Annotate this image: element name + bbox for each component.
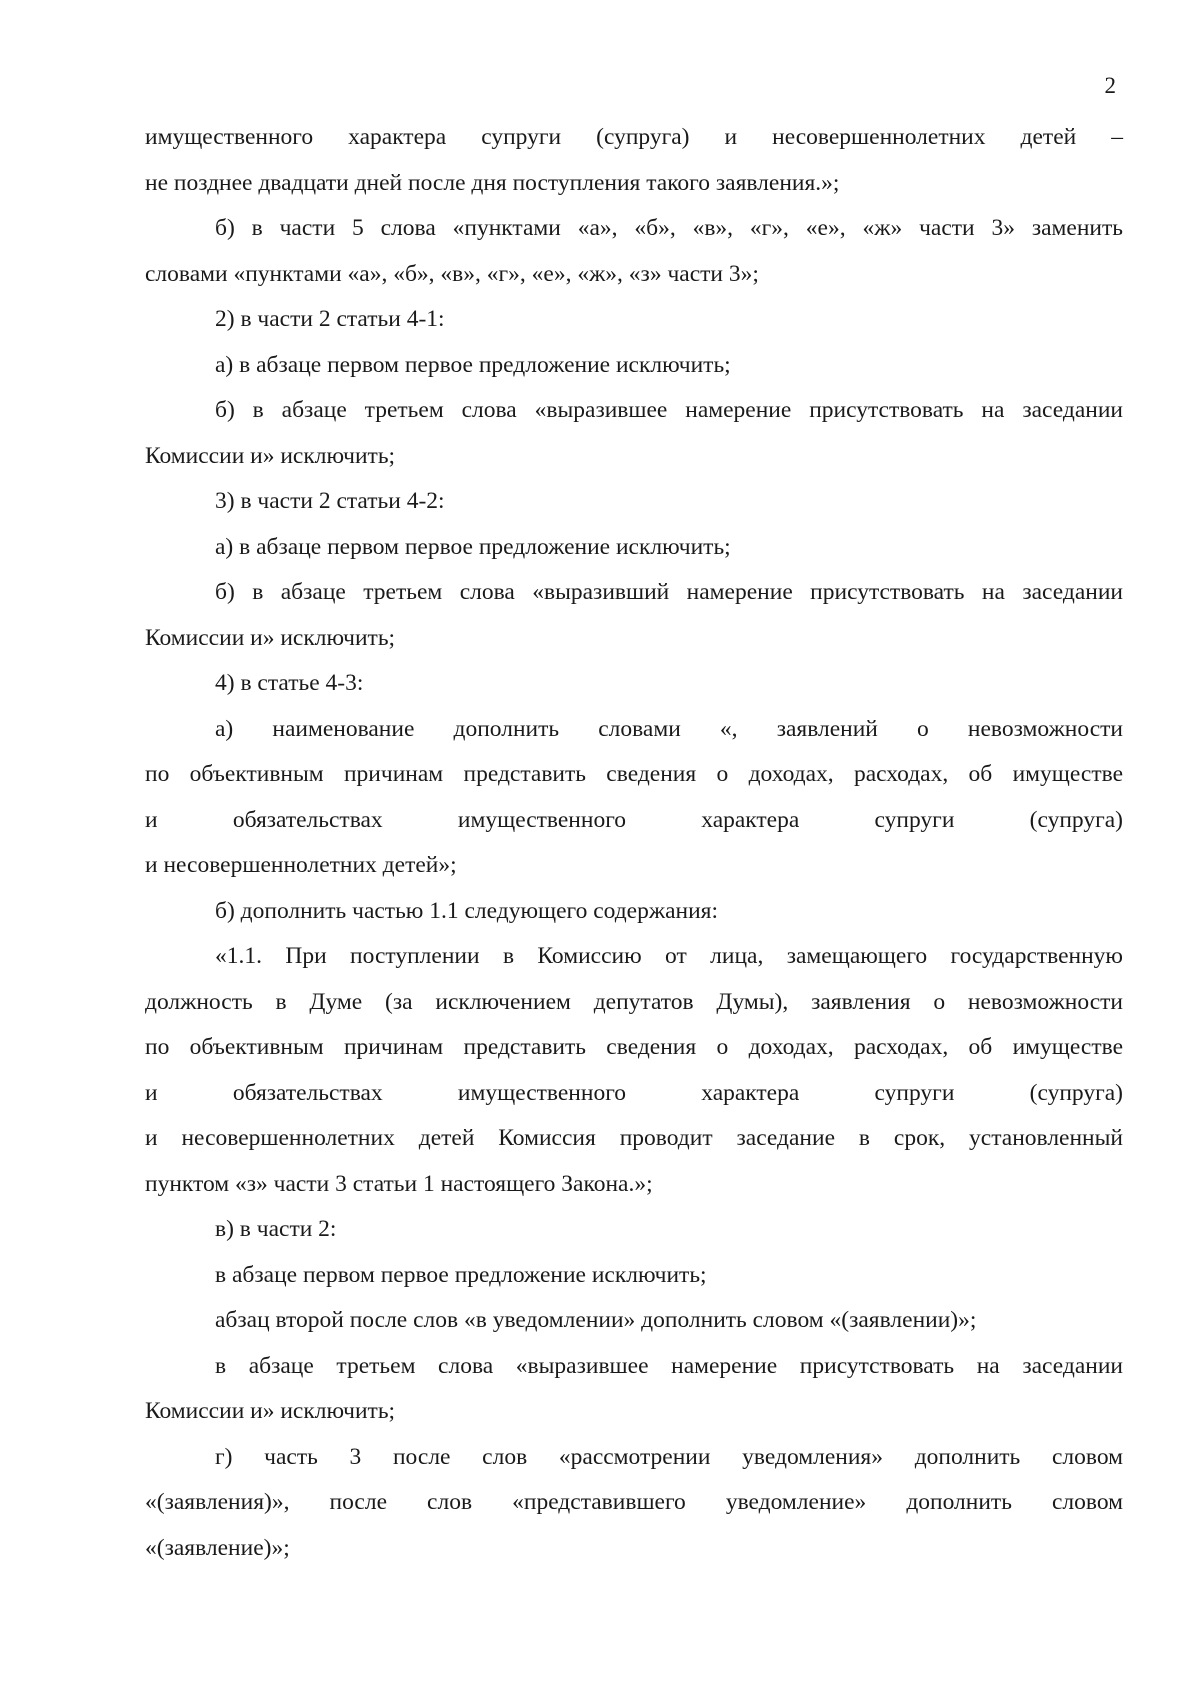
text-line: словами «пунктами «а», «б», «в», «г», «е», «ж», «з» части 3»; xyxy=(145,260,759,287)
text-line: б) в абзаце третьем слова «выразивший намерение присутствовать на заседании xyxy=(215,579,1123,605)
text-line: по объективным причинам представить сведения о доходах, расходах, об имуществе xyxy=(145,1034,1123,1060)
text-line: абзац второй после слов «в уведомлении» дополнить словом «(заявлении)»; xyxy=(215,1307,977,1333)
text-line: г) часть 3 после слов «рассмотрении уведомления» дополнить словом xyxy=(215,1443,1123,1470)
text-line: в абзаце третьем слова «выразившее намерение присутствовать на заседании xyxy=(215,1352,1123,1379)
text-line: Комиссии и» исключить; xyxy=(145,1398,396,1424)
text-line: б) в абзаце третьем слова «выразившее намерение присутствовать на заседании xyxy=(215,397,1123,423)
text-line: 2) в части 2 статьи 4-1: xyxy=(215,306,445,332)
page-number: 2 xyxy=(1104,73,1116,98)
text-line: б) дополнить частью 1.1 следующего содержания: xyxy=(215,897,719,924)
text-line: 4) в статье 4-3: xyxy=(215,670,364,696)
text-line: пунктом «з» части 3 статьи 1 настоящего Закона.»; xyxy=(145,1170,653,1197)
text-line: должность в Думе (за исключением депутатов Думы), заявления о невозможности xyxy=(145,988,1123,1015)
text-line: по объективным причинам представить сведения о доходах, расходах, об имуществе xyxy=(145,761,1123,787)
text-line: и несовершеннолетних детей»; xyxy=(145,852,457,878)
text-line: Комиссии и» исключить; xyxy=(145,624,396,651)
document-body xyxy=(145,115,1123,1571)
text-line: и несовершеннолетних детей Комиссия проводит заседание в срок, установленный xyxy=(145,1125,1123,1151)
text-line: а) в абзаце первом первое предложение исключить; xyxy=(215,533,731,560)
text-line: б) в части 5 слова «пунктами «а», «б», «в», «г», «е», «ж» части 3» заменить xyxy=(215,215,1123,241)
text-line: не позднее двадцати дней после дня поступления такого заявления.»; xyxy=(145,169,840,196)
text-line: имущественного характера супруги (супруга) и несовершеннолетних детей – xyxy=(145,124,1123,150)
text-line: а) наименование дополнить словами «, заявлений о невозможности xyxy=(215,715,1123,742)
text-line: в абзаце первом первое предложение исключить; xyxy=(215,1261,707,1288)
text-line: «(заявление)»; xyxy=(145,1534,290,1561)
text-line: «(заявления)», после слов «представившего уведомление» дополнить словом xyxy=(145,1489,1123,1515)
text-line: в) в части 2: xyxy=(215,1216,337,1242)
text-line: Комиссии и» исключить; xyxy=(145,442,396,469)
text-line: «1.1. При поступлении в Комиссию от лица, замещающего государственную xyxy=(215,943,1123,969)
text-line: а) в абзаце первом первое предложение исключить; xyxy=(215,351,731,378)
text-line: 3) в части 2 статьи 4-2: xyxy=(215,488,445,514)
text-line: и обязательствах имущественного характера супруги (супруга) xyxy=(145,806,1123,833)
text-line: и обязательствах имущественного характера супруги (супруга) xyxy=(145,1079,1123,1106)
